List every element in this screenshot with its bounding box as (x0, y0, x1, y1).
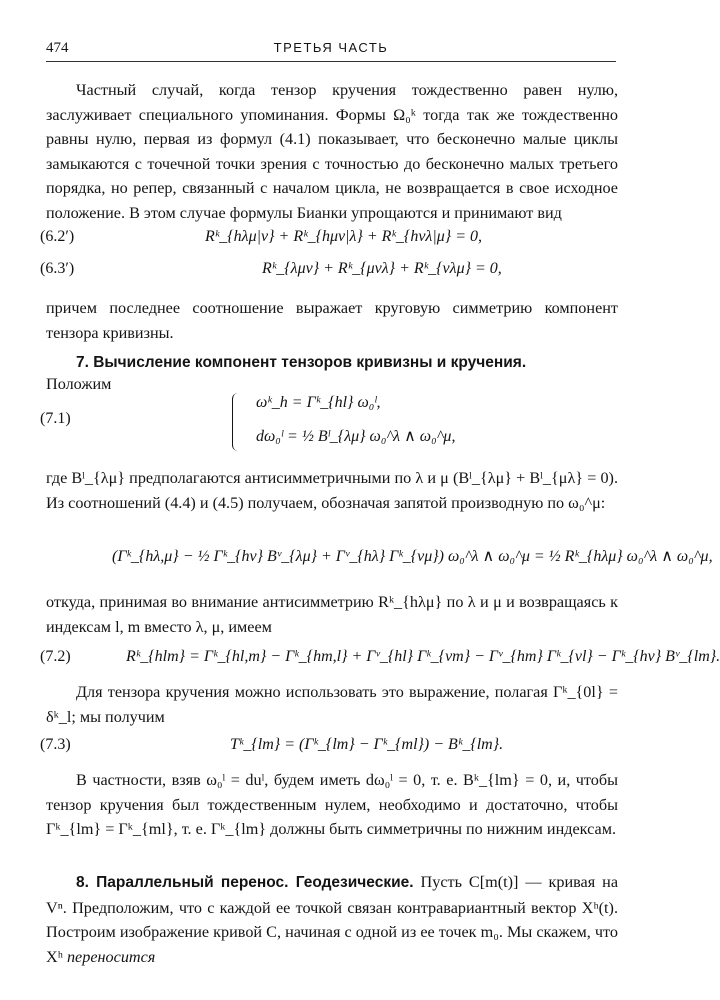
page-number: 474 (46, 40, 69, 56)
equation-6-3 (0, 260, 658, 290)
paragraph-torsion-expression: Для тензора кручения можно использовать это выражение, полагая Γᵏ_{0l} = δᵏ_l; мы получим (46, 683, 618, 726)
equation-body: (Γᵏ_{hλ,μ} − ½ Γᵏ_{hν} Bᵛ_{λμ} + Γᵛ_{hλ} Γᵏ_{νμ}) ω₀^λ ∧ ω₀^μ = ½ Rᵏ_{hλμ} ω₀^λ ∧ ω₀^μ, (112, 548, 713, 565)
paragraph-b-antisymmetric: где Bˡ_{λμ} предполагаются антисимметричными по λ и μ (Bˡ_{λμ} + Bˡ_{μλ} = 0). Из соотношений (4.4) и (4.5) получаем, обозначая запятой производную по ω₀^μ: (46, 469, 618, 512)
section-8-emphasis: переносится (66, 947, 156, 966)
section-7-heading: 7. Вычисление компонент тензоров кривизны и кручения. (76, 354, 527, 371)
equation-7-3 (0, 736, 658, 766)
header-rule (46, 61, 616, 62)
equation-number: (6.2′) (40, 228, 75, 245)
system-brace (232, 393, 243, 451)
equation-7-1-line-1: ωᵏ_h = Γᵏ_{hl} ω₀ˡ, (256, 394, 381, 411)
paragraph-cyclic-symmetry: причем последнее соотношение выражает круговую симметрию компонент тензора кривизны. (46, 299, 618, 342)
equation-6-2 (0, 228, 658, 258)
running-title: ТРЕТЬЯ ЧАСТЬ (273, 40, 389, 55)
equation-body: Rᵏ_{λμν} + Rᵏ_{μνλ} + Rᵏ_{νλμ} = 0, (262, 260, 502, 277)
equation-7-2 (0, 648, 720, 678)
equation-unnumbered (0, 546, 713, 576)
section-8-heading: 8. Параллельный перенос. Геодезические. (76, 874, 414, 891)
equation-body: Rᵏ_{hλμ|ν} + Rᵏ_{hμν|λ} + Rᵏ_{hνλ|μ} = 0, (205, 228, 482, 245)
equation-number: (7.1) (40, 410, 71, 427)
page-header (46, 40, 616, 64)
equation-body: Tᵏ_{lm} = (Γᵏ_{lm} − Γᵏ_{ml}) − Bᵏ_{lm}. (230, 736, 504, 753)
section-8 (46, 870, 618, 969)
equation-number: (7.2) (40, 648, 71, 665)
paragraph-antisymmetry: откуда, принимая во внимание антисимметрию Rᵏ_{hλμ} по λ и μ и возвращаясь к индексам l, m вместо λ, μ, имеем (46, 593, 618, 636)
paragraph-symmetric-connection: В частности, взяв ω₀ˡ = duˡ, будем иметь dω₀ˡ = 0, т. е. Bᵏ_{lm} = 0, и, чтобы тензор кручения был тождественным нулем, необходимо и достаточно, чтобы Γᵏ_{lm} = Γᵏ_{ml}, т. е. Γᵏ_{lm} должны быть симметричны по нижним индексам. (46, 771, 618, 838)
section-8-text: Пусть C[m(t)] — кривая на Vⁿ. Предположим, что с каждой ее точкой связан контравариантный вектор Xʰ(t). Построим изображение кривой C, начиная с одной из ее точек m₀. Мы скажем, что Xʰ (46, 873, 619, 966)
equation-number: (7.3) (40, 736, 71, 753)
equation-body: Rᵏ_{hlm} = Γᵏ_{hl,m} − Γᵏ_{hm,l} + Γᵛ_{hl} Γᵏ_{νm} − Γᵛ_{hm} Γᵏ_{νl} − Γᵏ_{hν} Bᵛ_{lm}. (126, 648, 720, 665)
equation-7-1-line-2: dω₀ˡ = ½ Bˡ_{λμ} ω₀^λ ∧ ω₀^μ, (256, 428, 456, 445)
equation-number: (6.3′) (40, 260, 75, 277)
paragraph-torsion-zero: Частный случай, когда тензор кручения тождественно равен нулю, заслуживает специального упоминания. Формы Ω₀ᵏ тогда так же тождественно равны нулю, первая из формул (4.1) показывает, что бесконечно малые циклы замыкаются с точечной точки зрения с точностью до бесконечно малых третьего порядка, но репер, связанный с началом цикла, не возвращается в свое исходное положение. В этом случае формулы Бианки упрощаются и принимают вид (46, 81, 618, 222)
section-7-lead: Положим (46, 375, 112, 393)
